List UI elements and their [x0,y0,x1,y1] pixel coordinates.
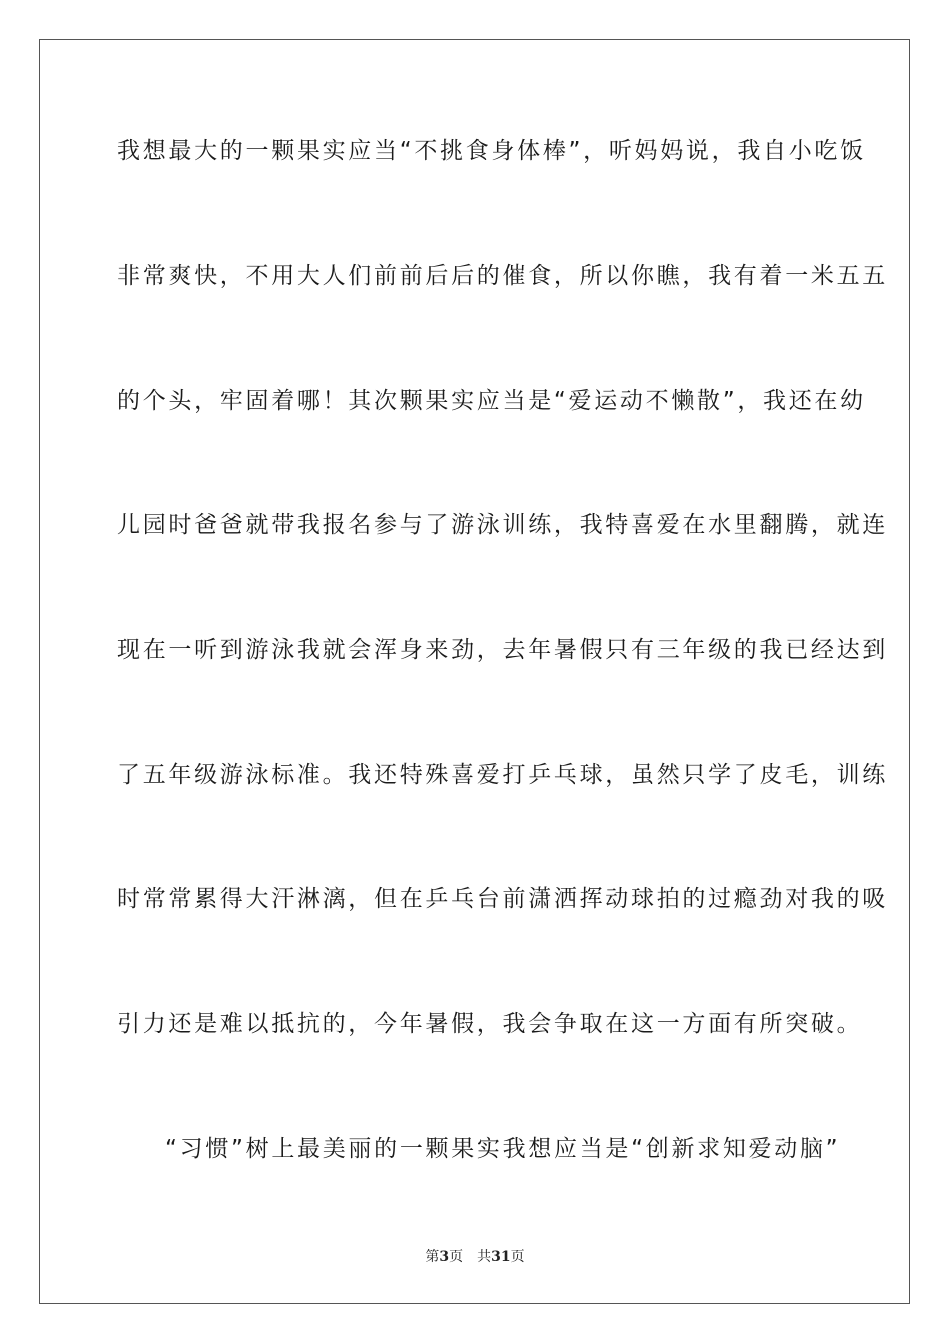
total-prefix: 共 [477,1249,492,1265]
text-line: 现在一听到游泳我就会浑身来劲，去年暑假只有三年级的我已经达到 [117,637,888,663]
total-pages: 31 [491,1249,511,1265]
text-line: 的个头，牢固着哪！其次颗果实应当是“爱运动不懒散”，我还在幼 [117,388,866,414]
page-suffix: 页 [449,1249,464,1265]
page-footer [0,1246,950,1266]
page-prefix: 第 [425,1249,440,1265]
text-line: 儿园时爸爸就带我报名参与了游泳训练，我特喜爱在水里翻腾，就连 [117,512,888,538]
text-line: 引力还是难以抵抗的，今年暑假，我会争取在这一方面有所突破。 [117,1011,863,1037]
text-line: 了五年级游泳标准。我还特殊喜爱打乒乓球，虽然只学了皮毛，训练 [117,762,888,788]
paragraph-start-line: “习惯”树上最美丽的一颗果实我想应当是“创新求知爱动脑” [165,1136,841,1162]
total-suffix: 页 [510,1249,525,1265]
text-line: 我想最大的一颗果实应当“不挑食身体棒”，听妈妈说，我自小吃饭 [117,138,866,164]
page-border [39,39,910,1304]
text-line: 时常常累得大汗淋漓，但在乒乓台前潇洒挥动球拍的过瘾劲对我的吸 [117,886,888,912]
text-line: 非常爽快，不用大人们前前后后的催食，所以你瞧，我有着一米五五 [117,263,888,289]
page-number: 3 [439,1249,450,1265]
